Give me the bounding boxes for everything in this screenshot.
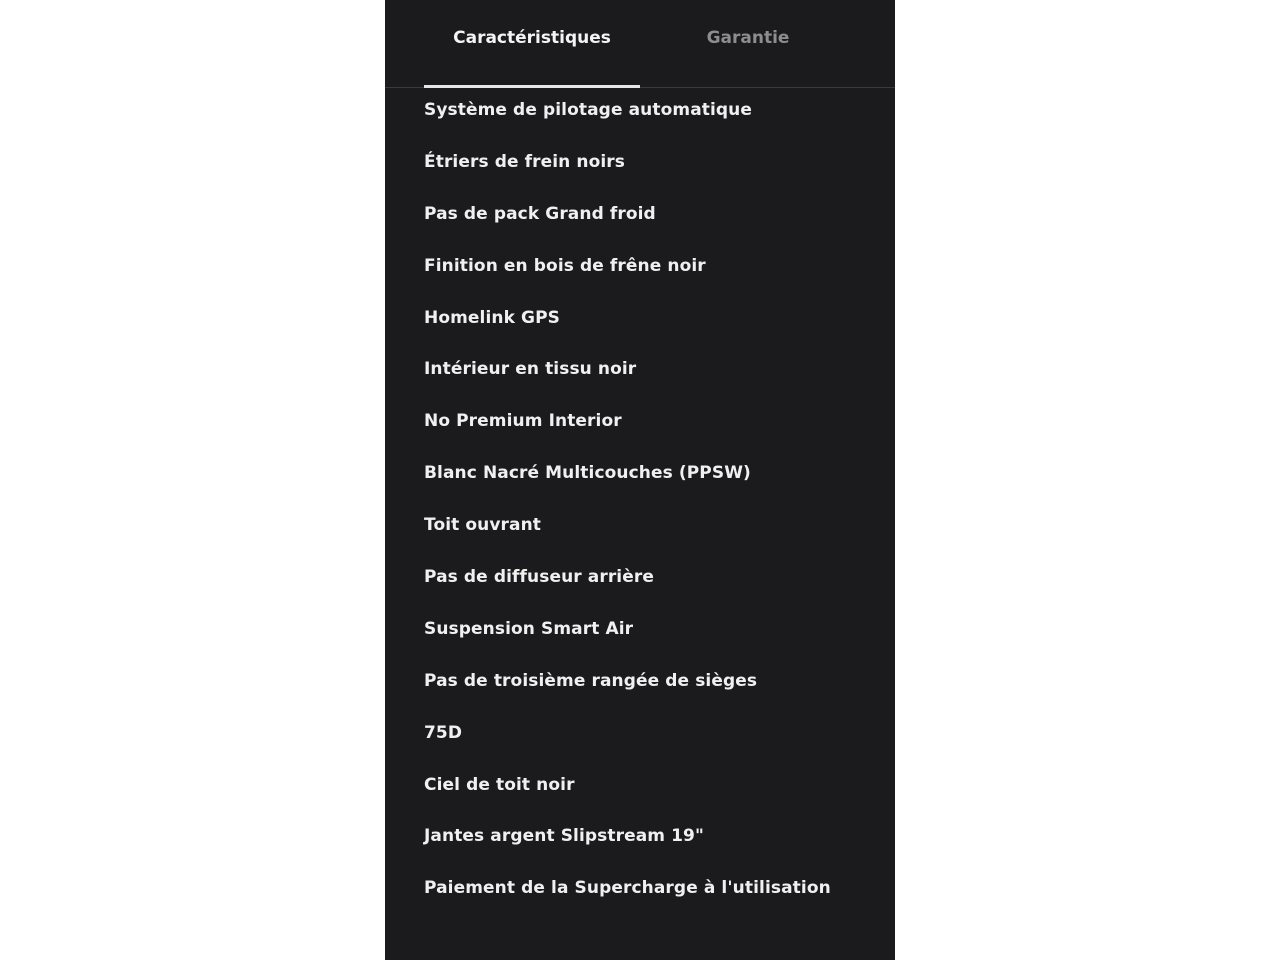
feature-item: Intérieur en tissu noir — [424, 359, 637, 380]
feature-item: Paiement de la Supercharge à l'utilisation — [424, 878, 831, 899]
feature-item: Pas de troisième rangée de sièges — [424, 670, 758, 691]
feature-item: 75D — [424, 722, 463, 743]
feature-item: Ciel de toit noir — [424, 774, 575, 795]
feature-list — [424, 85, 864, 915]
feature-item: Blanc Nacré Multicouches (PPSW) — [424, 463, 751, 484]
feature-item: Pas de pack Grand froid — [424, 203, 656, 224]
feature-item: Toit ouvrant — [424, 515, 542, 536]
tab-garantie[interactable]: Garantie — [706, 28, 790, 48]
tab-caracteristiques[interactable]: Caractéristiques — [453, 28, 611, 48]
feature-item: Finition en bois de frêne noir — [424, 255, 706, 276]
feature-item: Système de pilotage automatique — [424, 100, 753, 120]
feature-item: No Premium Interior — [424, 411, 622, 432]
feature-item: Homelink GPS — [424, 307, 560, 328]
feature-item: Étriers de frein noirs — [424, 151, 625, 172]
features-panel — [385, 0, 895, 960]
feature-item: Pas de diffuseur arrière — [424, 567, 654, 588]
tab-bar — [385, 0, 895, 88]
feature-item: Suspension Smart Air — [424, 618, 634, 639]
feature-item: Jantes argent Slipstream 19" — [424, 826, 704, 847]
